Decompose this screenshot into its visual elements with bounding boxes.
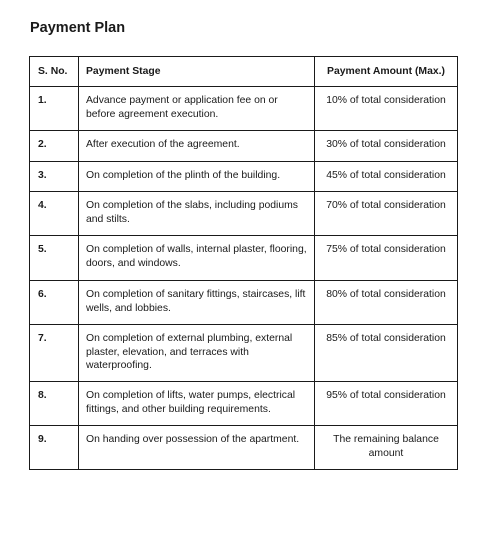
row-amount: 45% of total consideration <box>315 162 458 192</box>
row-amount: 30% of total consideration <box>315 131 458 162</box>
row-sno: 4. <box>30 192 79 236</box>
table-header-row <box>30 57 458 87</box>
row-stage: Advance payment or application fee on or before agreement execution. <box>79 87 315 131</box>
header-payment-stage: Payment Stage <box>79 57 315 87</box>
row-stage: On completion of the plinth of the building. <box>79 162 315 192</box>
header-payment-amount: Payment Amount (Max.) <box>315 57 458 87</box>
header-sno: S. No. <box>30 57 79 87</box>
row-sno: 8. <box>30 382 79 426</box>
table-row <box>30 192 458 236</box>
row-amount: The remaining balance amount <box>315 426 458 470</box>
row-stage: On completion of walls, internal plaster, flooring, doors, and windows. <box>79 236 315 281</box>
row-sno: 6. <box>30 281 79 325</box>
row-sno: 5. <box>30 236 79 281</box>
row-amount: 85% of total consideration <box>315 325 458 382</box>
row-sno: 9. <box>30 426 79 470</box>
row-stage: On completion of the slabs, including podiums and stilts. <box>79 192 315 236</box>
table-row <box>30 131 458 162</box>
row-sno: 2. <box>30 131 79 162</box>
table-row <box>30 236 458 281</box>
row-amount: 75% of total consideration <box>315 236 458 281</box>
row-sno: 7. <box>30 325 79 382</box>
row-stage: After execution of the agreement. <box>79 131 315 162</box>
row-sno: 1. <box>30 87 79 131</box>
row-amount: 70% of total consideration <box>315 192 458 236</box>
row-stage: On completion of external plumbing, external plaster, elevation, and terraces with waterproofing. <box>79 325 315 382</box>
payment-plan-table <box>29 56 458 470</box>
row-amount: 80% of total consideration <box>315 281 458 325</box>
row-stage: On completion of sanitary fittings, staircases, lift wells, and lobbies. <box>79 281 315 325</box>
row-sno: 3. <box>30 162 79 192</box>
table-row <box>30 87 458 131</box>
row-stage: On completion of lifts, water pumps, electrical fittings, and other building requirements. <box>79 382 315 426</box>
row-amount: 10% of total consideration <box>315 87 458 131</box>
table-row <box>30 325 458 382</box>
row-amount: 95% of total consideration <box>315 382 458 426</box>
table-row <box>30 162 458 192</box>
row-stage: On handing over possession of the apartment. <box>79 426 315 470</box>
table-row <box>30 281 458 325</box>
table-row <box>30 382 458 426</box>
table-row <box>30 426 458 470</box>
page-title: Payment Plan <box>30 20 126 36</box>
